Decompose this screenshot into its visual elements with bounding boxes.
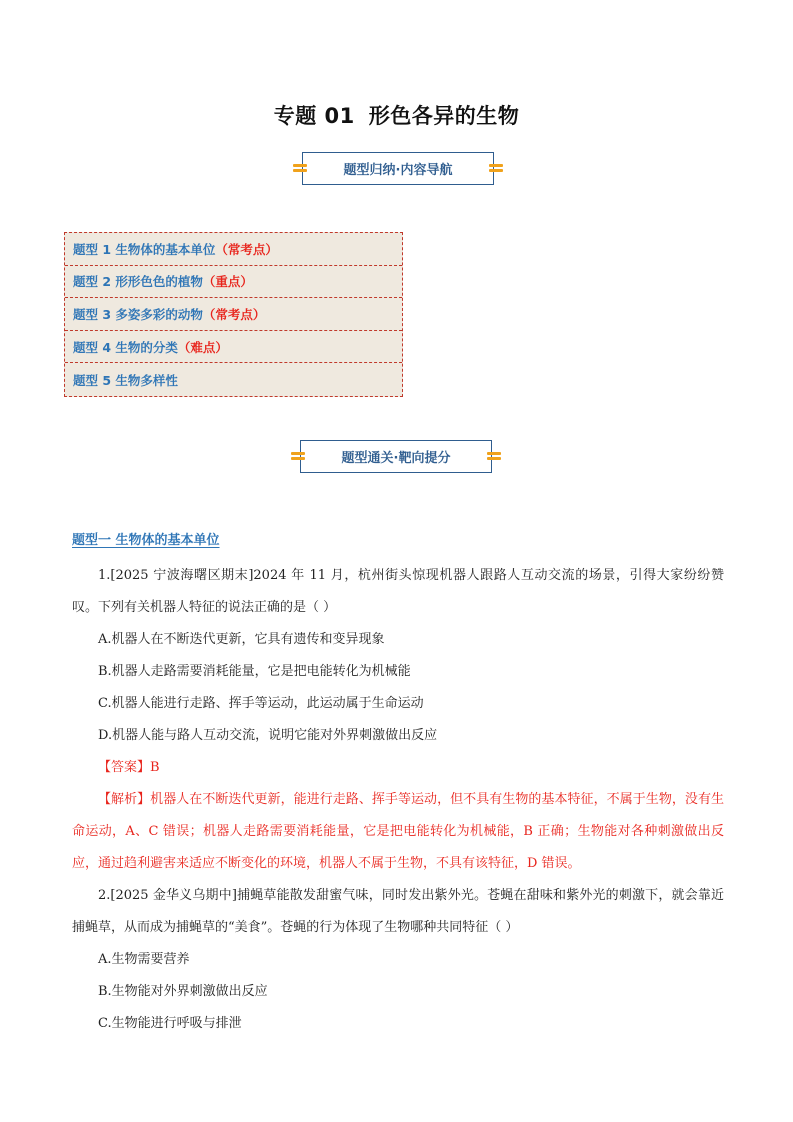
q1-option-c: C.机器人能进行走路、挥手等运动，此运动属于生命运动	[98, 696, 424, 711]
nav-item-tag: （重点）	[202, 274, 253, 290]
q1-stem: 1.[2025 宁波海曙区期末]2024 年 11 月，杭州街头惊现机器人跟路人互动交流的场景，引得大家纷纷赞叹。下列有关机器人特征的说法正确的是（ ）	[72, 568, 724, 615]
nav-item-label: 题型 1 生物体的基本单位	[73, 241, 216, 257]
decor-mark-icon	[487, 450, 501, 462]
decor-mark-icon	[489, 162, 503, 174]
nav-item-1[interactable]	[65, 233, 402, 266]
q1-answer: 【答案】B	[98, 760, 160, 775]
nav-item-label: 题型 5 生物多样性	[73, 372, 178, 388]
nav-item-label: 题型 3 多姿多彩的动物	[73, 306, 203, 322]
q2-stem: 2.[2025 金华义乌期中]捕蝇草能散发甜蜜气味，同时发出紫外光。苍蝇在甜味和紫外光的刺激下，就会靠近捕蝇草，从而成为捕蝇草的“美食”。苍蝇的行为体现了生物哪种共同特征（ ）	[72, 888, 724, 935]
topic-nav-list	[64, 232, 403, 397]
nav-item-3[interactable]	[65, 298, 402, 331]
nav-item-tag: （常考点）	[202, 306, 266, 322]
title-prefix: 专题 01	[273, 104, 355, 128]
nav-item-label: 题型 2 形形色色的植物	[73, 274, 203, 290]
title-main: 形色各异的生物	[368, 104, 520, 128]
decor-mark-icon	[293, 162, 307, 174]
q1-option-b: B.机器人走路需要消耗能量，它是把电能转化为机械能	[98, 664, 411, 679]
banner-nav-label: 题型归纳·内容导航	[343, 163, 453, 178]
nav-item-2[interactable]	[65, 266, 402, 299]
banner-content-nav	[302, 152, 494, 185]
page-title	[0, 100, 793, 130]
nav-item-tag: （难点）	[177, 339, 228, 355]
nav-item-tag: （常考点）	[215, 241, 278, 257]
section-title: 题型一 生物体的基本单位	[72, 533, 220, 548]
question-content	[72, 560, 724, 1040]
q2-option-c: C.生物能进行呼吸与排泄	[98, 1016, 242, 1031]
q1-analysis: 【解析】机器人在不断迭代更新，能进行走路、挥手等运动，但不具有生物的基本特征，不属于生物，没有生命运动，A、C 错误；机器人走路需要消耗能量，它是把电能转化为机械能，B 正确；生物能对各种刺激做出反应，通过趋利避害来适应不断变化的环境，机器人不属于生物，不具有该特征，D 错误。	[72, 792, 724, 871]
decor-mark-icon	[291, 450, 305, 462]
nav-item-5[interactable]	[65, 363, 402, 396]
banner-practice-label: 题型通关·靶向提分	[341, 451, 451, 466]
banner-practice	[300, 440, 492, 473]
nav-item-label: 题型 4 生物的分类	[73, 339, 178, 355]
q1-option-a: A.机器人在不断迭代更新，它具有遗传和变异现象	[98, 632, 385, 647]
q2-option-b: B.生物能对外界刺激做出反应	[98, 984, 268, 999]
q1-option-d: D.机器人能与路人互动交流，说明它能对外界刺激做出反应	[98, 728, 438, 743]
nav-item-4[interactable]	[65, 331, 402, 364]
q2-option-a: A.生物需要营养	[98, 952, 190, 967]
